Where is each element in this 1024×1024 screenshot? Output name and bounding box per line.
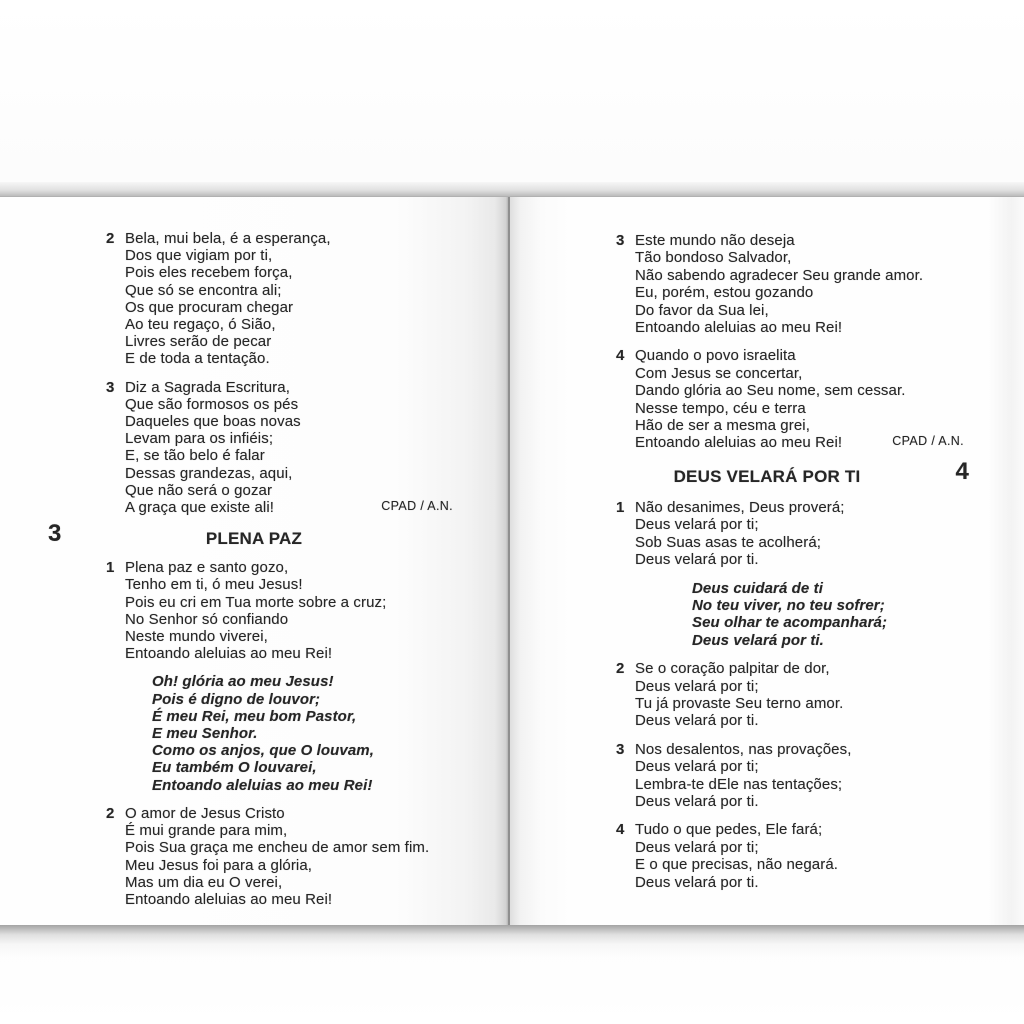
hymn4-chorus — [692, 580, 974, 650]
text-line: Eu também O louvarei, — [152, 759, 317, 777]
verse-number: 4 — [616, 821, 625, 839]
text-line: Dessas grandezas, aqui, — [125, 464, 293, 482]
text-line: Levam para os infiéis; — [125, 430, 274, 448]
verse-lines — [635, 821, 974, 891]
text-line: Pois eles recebem força, — [125, 264, 293, 282]
verse-lines — [635, 232, 974, 336]
text-line: Neste mundo viverei, — [125, 628, 268, 646]
text-line: E de toda a tentação. — [125, 350, 270, 368]
text-line: Tenho em ti, ó meu Jesus! — [125, 576, 303, 594]
text-line: Que são formosos os pés — [125, 395, 299, 413]
text-line: Do favor da Sua lei, — [635, 301, 769, 319]
text-line: Diz a Sagrada Escritura, — [125, 378, 290, 396]
book-top-edge — [0, 182, 1024, 197]
verse-number: 2 — [106, 230, 115, 247]
text-line: Deus velará por ti. — [635, 712, 759, 730]
text-line: Entoando aleluias ao meu Rei! — [635, 319, 843, 337]
text-line: Tu já provaste Seu terno amor. — [635, 694, 844, 712]
text-line: Deus velará por ti. — [635, 873, 759, 891]
hymn2-verse-3 — [106, 378, 463, 517]
hymn-number: 4 — [955, 457, 969, 485]
text-line: Oh! glória ao meu Jesus! — [152, 673, 334, 691]
hymn3-verse-2 — [106, 804, 463, 908]
right-page — [508, 197, 1024, 925]
hymn4-verse-4 — [616, 821, 974, 891]
text-line: Bela, mui bela, é a esperança, — [125, 230, 331, 247]
text-line: E o que precisas, não negará. — [635, 856, 839, 874]
text-line: Nos desalentos, nas provações, — [635, 740, 852, 758]
verse-lines — [125, 559, 463, 662]
text-line: No Senhor só confiando — [125, 610, 289, 628]
text-line: Pois Sua graça me encheu de amor sem fim. — [125, 839, 430, 857]
text-line: Livres serão de pecar — [125, 333, 272, 351]
text-line: É mui grande para mim, — [125, 822, 288, 840]
hymn3-verse-4 — [616, 347, 974, 452]
hymn-number: 3 — [48, 520, 62, 548]
hymn-title: DEUS VELARÁ POR TI — [673, 466, 861, 486]
text-line: Deus velará por ti. — [692, 631, 824, 649]
verse-lines — [635, 660, 974, 730]
text-line: Este mundo não deseja — [635, 232, 795, 249]
hymn4-heading — [510, 457, 1024, 491]
text-line: Como os anjos, que O louvam, — [152, 742, 374, 760]
verse-number: 3 — [616, 740, 625, 758]
hymn4-verse-1 — [616, 498, 974, 569]
text-line: Dando glória ao Seu nome, sem cessar. — [635, 382, 906, 400]
text-line: E meu Senhor. — [152, 725, 258, 743]
text-line: Se o coração palpitar de dor, — [635, 660, 830, 678]
text-line: Deus velará por ti; — [635, 516, 759, 534]
text-line: Eu, porém, estou gozando — [635, 284, 814, 302]
text-line: Dos que vigiam por ti, — [125, 247, 273, 265]
verse-lines — [125, 805, 463, 908]
hymn-title: PLENA PAZ — [205, 529, 303, 549]
book-spread — [0, 197, 1024, 925]
hymn4-verse-3 — [616, 740, 974, 811]
verse-number: 2 — [616, 660, 625, 678]
text-line: Não desanimes, Deus proverá; — [635, 498, 845, 516]
text-line: Entoando aleluias ao meu Rei! — [125, 645, 333, 663]
hymn4-verse-2 — [616, 660, 974, 730]
verse-number: 4 — [616, 347, 625, 365]
verse-lines — [125, 230, 463, 368]
text-line: Que não será o gozar — [125, 481, 273, 499]
text-line: Entoando aleluias ao meu Rei! — [635, 434, 843, 452]
text-line: Tudo o que pedes, Ele fará; — [635, 821, 823, 839]
book-bottom-shadow — [0, 925, 1024, 957]
text-line: No teu viver, no teu sofrer; — [692, 596, 885, 614]
left-page — [0, 197, 508, 925]
text-line: O amor de Jesus Cristo — [125, 804, 285, 822]
verse-number: 1 — [616, 498, 625, 516]
hymn3-heading — [0, 520, 508, 553]
verse-number: 3 — [106, 378, 115, 396]
hymn3-verse-3 — [616, 232, 974, 337]
text-line: Deus cuidará de ti — [692, 579, 824, 597]
text-line: A graça que existe ali! — [125, 499, 275, 517]
text-line: Daqueles que boas novas — [125, 413, 301, 431]
text-line: Meu Jesus foi para a glória, — [125, 856, 313, 874]
verse-number: 1 — [106, 559, 115, 577]
verse-lines — [125, 379, 463, 517]
text-line: Deus velará por ti; — [635, 677, 759, 695]
text-line: Nesse tempo, céu e terra — [635, 399, 806, 417]
text-line: Sob Suas asas te acolherá; — [635, 533, 822, 551]
text-line: Pois eu cri em Tua morte sobre a cruz; — [125, 593, 387, 611]
text-line: Mas um dia eu O verei, — [125, 873, 283, 891]
verse-number: 3 — [616, 232, 625, 249]
text-line: Entoando aleluias ao meu Rei! — [152, 776, 373, 794]
hymn3-verse-1 — [106, 559, 463, 663]
text-line: Seu olhar te acompanhará; — [692, 614, 888, 632]
text-line: E, se tão belo é falar — [125, 447, 265, 465]
text-line: Pois é digno de louvor; — [152, 690, 321, 708]
text-line: Deus velará por ti. — [635, 551, 759, 569]
text-line: Não sabendo agradecer Seu grande amor. — [635, 266, 924, 284]
text-line: Deus velará por ti; — [635, 758, 759, 776]
text-line: Com Jesus se concertar, — [635, 364, 803, 382]
text-line: Deus velará por ti; — [635, 838, 759, 856]
text-line: Plena paz e santo gozo, — [125, 559, 289, 577]
text-line: Os que procuram chegar — [125, 298, 294, 316]
text-line: Deus velará por ti. — [635, 792, 759, 810]
text-line: É meu Rei, meu bom Pastor, — [152, 707, 357, 725]
verse-lines — [635, 741, 974, 811]
text-line: Tão bondoso Salvador, — [635, 249, 792, 267]
attribution-credit: CPAD / A.N. — [381, 499, 453, 514]
text-line: Quando o povo israelita — [635, 347, 796, 365]
verse-lines — [635, 499, 974, 569]
text-line: Hão de ser a mesma grei, — [635, 417, 810, 435]
hymn2-verse-2 — [106, 230, 463, 368]
text-line: Ao teu regaço, ó Sião, — [125, 316, 276, 334]
text-line: Que só se encontra ali; — [125, 281, 282, 299]
verse-number: 2 — [106, 804, 115, 822]
attribution-credit: CPAD / A.N. — [892, 434, 964, 449]
text-line: Lembra-te dEle nas tentações; — [635, 775, 843, 793]
hymn3-chorus — [152, 673, 463, 793]
text-line: Entoando aleluias ao meu Rei! — [125, 890, 333, 908]
